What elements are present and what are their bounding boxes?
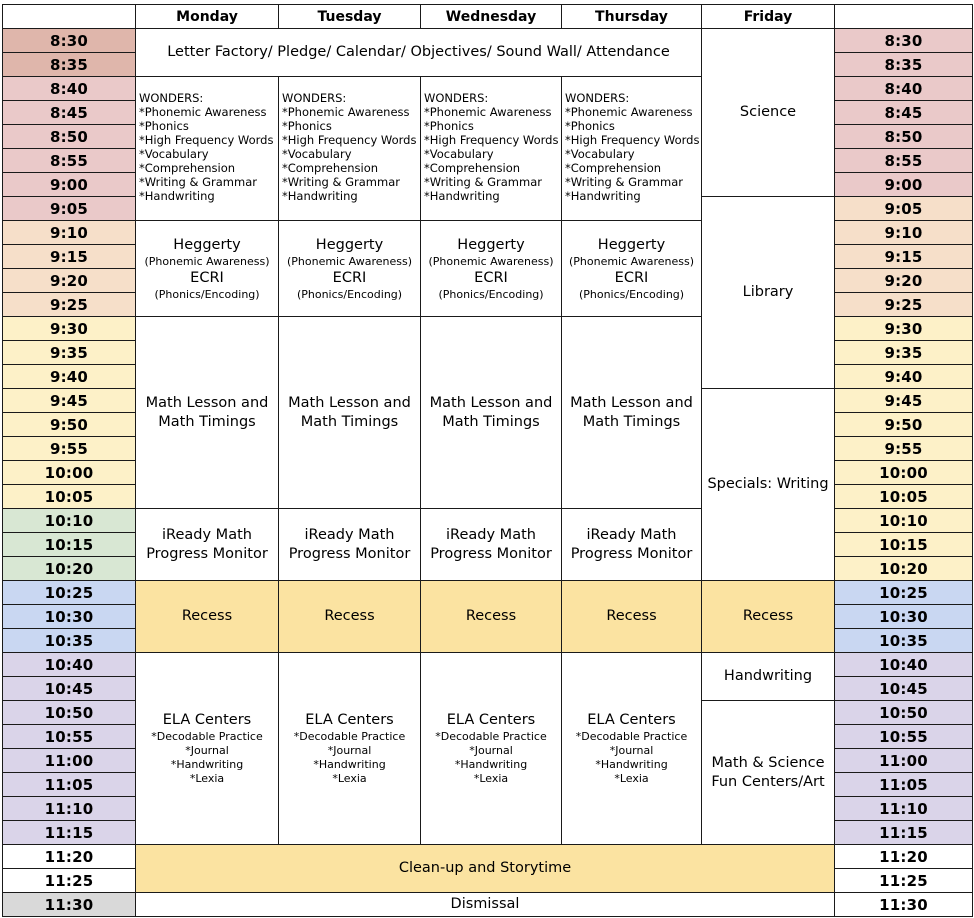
time-row — [3, 581, 973, 605]
time-label-right: 10:00 — [835, 461, 973, 485]
progress-monitor-line: Progress Monitor — [430, 545, 552, 562]
time-row — [3, 653, 973, 677]
wonders-item: *Handwriting — [565, 189, 641, 203]
iready-cell-wednesday — [421, 509, 562, 581]
header-corner-right — [835, 5, 973, 29]
recess-cell-friday — [702, 581, 835, 653]
ecri-title: ECRI — [614, 269, 649, 286]
time-label-right: 9:00 — [835, 173, 973, 197]
ela-item: *Lexia — [332, 772, 367, 785]
wonders-item: *Comprehension — [565, 161, 662, 175]
ela-item: *Lexia — [614, 772, 649, 785]
time-label-right: 11:15 — [835, 821, 973, 845]
ecri-title: ECRI — [474, 269, 508, 286]
iready-line: iReady Math — [304, 526, 395, 543]
weekly-schedule-table — [2, 4, 973, 917]
time-label-right: 11:10 — [835, 797, 973, 821]
wonders-item: *Handwriting — [424, 189, 500, 203]
wonders-item: *Writing & Grammar — [139, 175, 257, 189]
wonders-item: *Comprehension — [282, 161, 379, 175]
time-label-right: 11:00 — [835, 749, 973, 773]
friday-science-label: Science — [739, 104, 797, 120]
time-label-left: 9:15 — [3, 245, 136, 269]
math-timings-line: Math Timings — [300, 413, 399, 430]
time-label-right: 9:25 — [835, 293, 973, 317]
time-row — [3, 29, 973, 53]
friday-specials-cell — [702, 389, 835, 581]
wonders-item: *High Frequency Words — [565, 133, 700, 147]
time-label-left: 10:20 — [3, 557, 136, 581]
ela-item: *Decodable Practice — [151, 730, 263, 743]
wonders-item: *Writing & Grammar — [282, 175, 400, 189]
ela-centers-cell-wednesday — [421, 653, 562, 845]
time-label-left: 11:00 — [3, 749, 136, 773]
time-label-left: 9:05 — [3, 197, 136, 221]
time-label-left: 10:10 — [3, 509, 136, 533]
math-lesson-line: Math Lesson and — [429, 394, 553, 411]
dismissal-label: Dismissal — [450, 896, 520, 912]
ela-item: *Handwriting — [595, 758, 668, 771]
time-label-left: 11:10 — [3, 797, 136, 821]
time-label-right: 9:15 — [835, 245, 973, 269]
time-label-left: 11:30 — [3, 893, 136, 917]
time-label-left: 9:35 — [3, 341, 136, 365]
ela-item: *Decodable Practice — [435, 730, 547, 743]
time-label-right: 8:40 — [835, 77, 973, 101]
ela-item: *Journal — [469, 744, 513, 757]
wonders-item: *Handwriting — [282, 189, 358, 203]
wonders-item: *Vocabulary — [282, 147, 352, 161]
recess-label: Recess — [606, 608, 657, 624]
ecri-subtitle: (Phonics/Encoding) — [438, 287, 544, 301]
wonders-item: *Phonics — [424, 119, 474, 133]
time-label-right: 9:50 — [835, 413, 973, 437]
time-label-left: 8:40 — [3, 77, 136, 101]
day-header-wednesday: Wednesday — [421, 5, 562, 29]
wonders-item: *High Frequency Words — [424, 133, 559, 147]
heggerty-subtitle: (Phonemic Awareness) — [144, 254, 270, 268]
wonders-item: *Comprehension — [424, 161, 521, 175]
time-label-right: 10:55 — [835, 725, 973, 749]
time-label-left: 10:00 — [3, 461, 136, 485]
time-label-left: 9:55 — [3, 437, 136, 461]
cleanup-label: Clean-up and Storytime — [398, 860, 572, 876]
day-header-friday: Friday — [702, 5, 835, 29]
ela-centers-cell-thursday — [562, 653, 702, 845]
heggerty-title: Heggerty — [457, 236, 525, 253]
math-lesson-cell-tuesday — [279, 317, 421, 509]
wonders-title: WONDERS: — [424, 91, 489, 105]
recess-label: Recess — [465, 608, 517, 624]
iready-cell-monday — [136, 509, 279, 581]
wonders-item: *Phonemic Awareness — [139, 105, 267, 119]
morning-routine-cell — [136, 29, 702, 77]
time-label-right: 9:10 — [835, 221, 973, 245]
progress-monitor-line: Progress Monitor — [570, 545, 693, 562]
ela-item: *Handwriting — [454, 758, 528, 771]
time-label-left: 10:40 — [3, 653, 136, 677]
ela-item: *Journal — [609, 744, 654, 757]
progress-monitor-line: Progress Monitor — [288, 545, 411, 562]
wonders-title: WONDERS: — [139, 91, 204, 105]
time-row — [3, 845, 973, 869]
ecri-subtitle: (Phonics/Encoding) — [578, 287, 685, 301]
ela-item: *Decodable Practice — [575, 730, 688, 743]
wonders-item: *Writing & Grammar — [565, 175, 683, 189]
time-label-left: 11:25 — [3, 869, 136, 893]
cleanup-storytime-cell — [136, 845, 835, 893]
recess-label: Recess — [181, 608, 233, 624]
heggerty-subtitle: (Phonemic Awareness) — [286, 254, 413, 268]
time-label-left: 10:50 — [3, 701, 136, 725]
day-header-monday: Monday — [136, 5, 279, 29]
time-label-left: 10:55 — [3, 725, 136, 749]
math-lesson-line: Math Lesson and — [288, 394, 411, 411]
wonders-item: *Vocabulary — [565, 147, 635, 161]
time-label-left: 10:05 — [3, 485, 136, 509]
ela-title: ELA Centers — [446, 712, 536, 728]
time-label-right: 10:05 — [835, 485, 973, 509]
wonders-cell-thursday — [562, 77, 702, 221]
heggerty-cell-monday — [136, 221, 279, 317]
ela-item: *Decodable Practice — [293, 730, 406, 743]
time-label-right: 11:05 — [835, 773, 973, 797]
time-label-right: 10:35 — [835, 629, 973, 653]
time-label-left: 9:50 — [3, 413, 136, 437]
dismissal-cell — [136, 893, 835, 917]
wonders-item: *Phonics — [139, 119, 189, 133]
time-label-left: 8:30 — [3, 29, 136, 53]
friday-library-label: Library — [742, 284, 794, 300]
friday-science-cell — [702, 29, 835, 197]
morning-routine-label: Letter Factory/ Pledge/ Calendar/ Objectives/ Sound Wall/ Attendance — [167, 44, 670, 60]
time-label-right: 10:50 — [835, 701, 973, 725]
time-label-left: 9:25 — [3, 293, 136, 317]
time-label-left: 10:30 — [3, 605, 136, 629]
time-label-right: 8:45 — [835, 101, 973, 125]
time-label-right: 11:25 — [835, 869, 973, 893]
wonders-item: *Comprehension — [139, 161, 236, 175]
time-label-right: 8:35 — [835, 53, 973, 77]
wonders-title: WONDERS: — [282, 91, 347, 105]
time-label-left: 10:35 — [3, 629, 136, 653]
math-timings-line: Math Timings — [158, 413, 256, 430]
ecri-title: ECRI — [332, 269, 367, 286]
time-label-left: 9:00 — [3, 173, 136, 197]
time-label-right: 9:45 — [835, 389, 973, 413]
time-label-right: 10:25 — [835, 581, 973, 605]
wonders-item: *Writing & Grammar — [424, 175, 542, 189]
time-label-left: 10:45 — [3, 677, 136, 701]
time-label-right: 11:20 — [835, 845, 973, 869]
time-label-left: 11:05 — [3, 773, 136, 797]
time-label-right: 10:45 — [835, 677, 973, 701]
day-header-thursday: Thursday — [562, 5, 702, 29]
iready-line: iReady Math — [446, 526, 536, 543]
time-label-left: 9:40 — [3, 365, 136, 389]
ela-item: *Handwriting — [170, 758, 244, 771]
time-label-right: 8:30 — [835, 29, 973, 53]
friday-handwriting-label: Handwriting — [723, 668, 813, 684]
recess-cell-monday — [136, 581, 279, 653]
ela-item: *Journal — [185, 744, 229, 757]
ela-title: ELA Centers — [587, 712, 676, 728]
ecri-subtitle: (Phonics/Encoding) — [154, 287, 260, 301]
heggerty-cell-wednesday — [421, 221, 562, 317]
time-label-left: 9:20 — [3, 269, 136, 293]
time-label-right: 9:40 — [835, 365, 973, 389]
time-label-right: 9:20 — [835, 269, 973, 293]
ecri-subtitle: (Phonics/Encoding) — [296, 287, 403, 301]
ela-item: *Lexia — [189, 772, 225, 785]
time-label-right: 10:40 — [835, 653, 973, 677]
day-header-tuesday: Tuesday — [279, 5, 421, 29]
recess-cell-thursday — [562, 581, 702, 653]
wonders-item: *Phonics — [565, 119, 615, 133]
wonders-item: *Phonemic Awareness — [282, 105, 410, 119]
iready-cell-thursday — [562, 509, 702, 581]
progress-monitor-line: Progress Monitor — [146, 545, 268, 562]
wonders-cell-wednesday — [421, 77, 562, 221]
header-corner-left — [3, 5, 136, 29]
iready-line: iReady Math — [586, 526, 677, 543]
time-label-left: 9:10 — [3, 221, 136, 245]
time-label-right: 10:20 — [835, 557, 973, 581]
heggerty-cell-tuesday — [279, 221, 421, 317]
ela-item: *Handwriting — [313, 758, 386, 771]
time-label-right: 11:30 — [835, 893, 973, 917]
wonders-item: *Vocabulary — [139, 147, 209, 161]
heggerty-subtitle: (Phonemic Awareness) — [428, 254, 554, 268]
recess-cell-tuesday — [279, 581, 421, 653]
time-label-left: 10:15 — [3, 533, 136, 557]
recess-label: Recess — [742, 608, 794, 624]
time-label-left: 8:35 — [3, 53, 136, 77]
heggerty-title: Heggerty — [173, 236, 241, 253]
wonders-cell-monday — [136, 77, 279, 221]
heggerty-subtitle: (Phonemic Awareness) — [568, 254, 695, 268]
wonders-title: WONDERS: — [565, 91, 630, 105]
iready-line: iReady Math — [162, 526, 252, 543]
math-lesson-cell-thursday — [562, 317, 702, 509]
time-label-left: 8:55 — [3, 149, 136, 173]
ela-centers-cell-monday — [136, 653, 279, 845]
time-label-left: 9:30 — [3, 317, 136, 341]
fun-centers-line: Math & Science — [711, 754, 825, 771]
time-label-right: 9:35 — [835, 341, 973, 365]
friday-handwriting-cell — [702, 653, 835, 701]
wonders-item: *Phonics — [282, 119, 332, 133]
wonders-item: *Phonemic Awareness — [565, 105, 693, 119]
wonders-item: *Handwriting — [139, 189, 215, 203]
iready-cell-tuesday — [279, 509, 421, 581]
time-label-right: 9:30 — [835, 317, 973, 341]
wonders-item: *Phonemic Awareness — [424, 105, 552, 119]
time-label-right: 9:55 — [835, 437, 973, 461]
header-row — [3, 5, 973, 29]
ela-title: ELA Centers — [305, 712, 394, 728]
time-label-right: 10:30 — [835, 605, 973, 629]
wonders-cell-tuesday — [279, 77, 421, 221]
friday-fun-centers-cell — [702, 701, 835, 845]
time-label-left: 9:45 — [3, 389, 136, 413]
ela-item: *Lexia — [473, 772, 509, 785]
ela-title: ELA Centers — [162, 712, 252, 728]
ecri-title: ECRI — [190, 269, 224, 286]
heggerty-title: Heggerty — [597, 236, 666, 253]
time-label-right: 10:15 — [835, 533, 973, 557]
time-label-right: 9:05 — [835, 197, 973, 221]
heggerty-cell-thursday — [562, 221, 702, 317]
wonders-item: *High Frequency Words — [139, 133, 274, 147]
recess-label: Recess — [324, 608, 375, 624]
math-lesson-line: Math Lesson and — [570, 394, 693, 411]
time-label-right: 8:55 — [835, 149, 973, 173]
wonders-item: *Vocabulary — [424, 147, 494, 161]
math-timings-line: Math Timings — [442, 413, 540, 430]
wonders-item: *High Frequency Words — [282, 133, 417, 147]
friday-specials-label: Specials: Writing — [707, 476, 829, 492]
time-label-left: 8:50 — [3, 125, 136, 149]
friday-library-cell — [702, 197, 835, 389]
time-label-left: 10:25 — [3, 581, 136, 605]
math-timings-line: Math Timings — [582, 413, 681, 430]
time-label-right: 10:10 — [835, 509, 973, 533]
ela-item: *Journal — [327, 744, 372, 757]
ela-centers-cell-tuesday — [279, 653, 421, 845]
math-lesson-line: Math Lesson and — [145, 394, 269, 411]
time-label-right: 8:50 — [835, 125, 973, 149]
heggerty-title: Heggerty — [315, 236, 384, 253]
recess-cell-wednesday — [421, 581, 562, 653]
time-label-left: 8:45 — [3, 101, 136, 125]
math-lesson-cell-wednesday — [421, 317, 562, 509]
time-row — [3, 893, 973, 917]
time-label-left: 11:15 — [3, 821, 136, 845]
fun-centers-line: Fun Centers/Art — [711, 773, 825, 790]
time-label-left: 11:20 — [3, 845, 136, 869]
math-lesson-cell-monday — [136, 317, 279, 509]
